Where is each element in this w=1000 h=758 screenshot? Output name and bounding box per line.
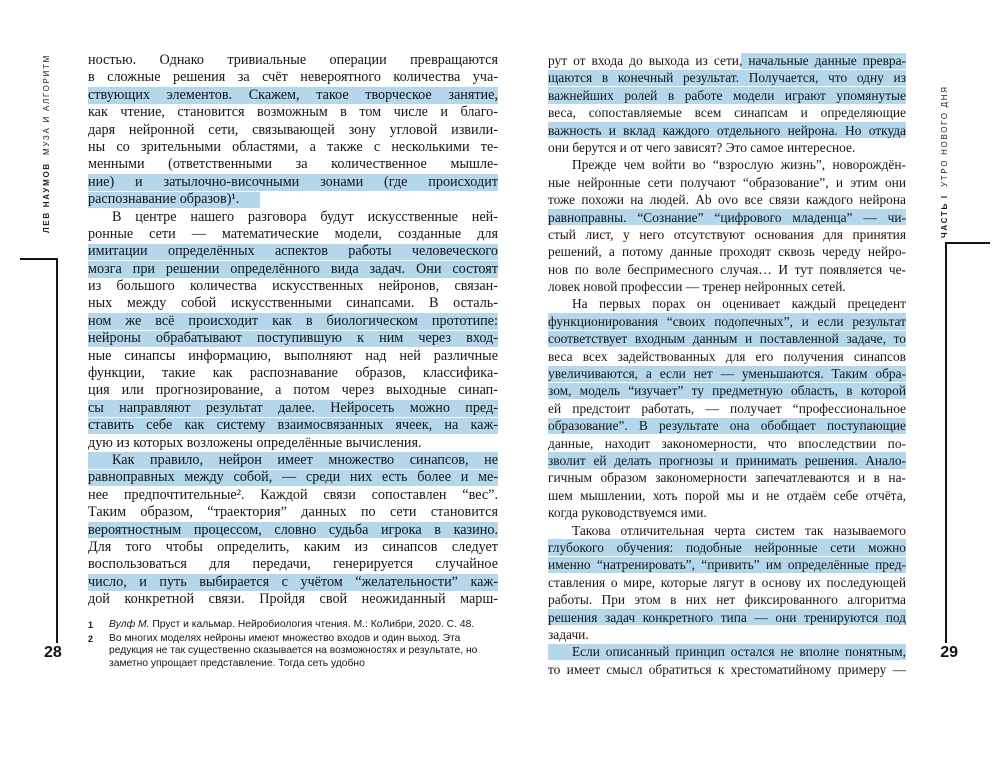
text-line-content: ронные сети — математические модели, созданные для xyxy=(88,225,498,242)
text-line-content: число, и путь выбирается с учётом “желательности” каж- xyxy=(88,573,498,590)
text-line-content: имитации определённых аспектов работы человеческого xyxy=(88,243,498,260)
text-line xyxy=(88,122,498,139)
text-line xyxy=(88,313,498,330)
text-line xyxy=(548,556,906,573)
text-line-content: ствующих элементов. Скажем, такое творческое занятие, xyxy=(88,86,498,103)
text-line xyxy=(548,382,906,399)
text-line-content: распознавание образов)¹. xyxy=(88,191,240,208)
footnotes-block xyxy=(88,619,500,671)
author-name: ЛЕВ НАУМОВ xyxy=(42,162,51,233)
text-line xyxy=(88,469,498,486)
text-line-content: данные, находит закономерности, что впоследствии по- xyxy=(548,435,906,451)
text-line xyxy=(548,400,906,417)
text-line xyxy=(548,452,906,469)
text-line-content: воспользоваться для передачи, генерируется случайное xyxy=(88,556,498,573)
chapter-title: УТРО НОВОГО ДНЯ xyxy=(940,85,949,188)
text-line-content: щаются в конечный результат. Получается, что одну из xyxy=(548,70,906,86)
text-line xyxy=(548,504,906,521)
text-line-content: даря нейронной сети, связывающей зону угловой извили- xyxy=(88,121,498,138)
text-line-content: тоже похожи на людей. Ab ovo все связи каждого нейрона xyxy=(548,192,906,208)
text-line xyxy=(88,87,498,104)
text-line xyxy=(88,295,498,312)
text-line xyxy=(88,452,498,469)
right-margin-caption xyxy=(940,55,956,238)
text-line-content: соответствует входным данным и поставленной задаче, то xyxy=(548,331,906,347)
text-line-content: ных между собой искусственными синапсами. В осталь- xyxy=(88,295,498,312)
text-line-content: важнейших ролей в работе модели играют упомянутые xyxy=(548,87,906,103)
footnote xyxy=(88,619,500,632)
text-line-content: функционирования “своих подопечных”, и если результат xyxy=(548,313,906,329)
text-line xyxy=(548,609,906,626)
text-line-content: ные синапсы информацию, выполняют над ней различные xyxy=(88,347,498,364)
text-line xyxy=(548,661,906,678)
text-line-content: из большого количества искусственных нейронов, связан- xyxy=(88,278,498,295)
text-line-content: в сложные решения за счёт невероятного количества уча- xyxy=(88,69,498,86)
text-line-content: гичным образом закономерности запечатлеваются и в на- xyxy=(548,470,906,486)
text-line xyxy=(88,487,498,504)
text-line-content: Для того чтобы определить, каким из синапсов следует xyxy=(88,538,498,555)
text-line xyxy=(548,487,906,504)
text-line xyxy=(88,330,498,347)
text-line xyxy=(88,522,498,539)
part-label: ЧАСТЬ I xyxy=(940,194,949,238)
text-line xyxy=(548,261,906,278)
text-line xyxy=(88,243,498,260)
text-line xyxy=(548,295,906,312)
text-line xyxy=(548,417,906,434)
footnote xyxy=(88,633,500,671)
text-line xyxy=(88,278,498,295)
text-line xyxy=(88,261,498,278)
text-line xyxy=(88,591,498,608)
text-line-content: шем мышлении, хоть порой мы и не отдаём себе отчёта, xyxy=(548,487,906,503)
text-line xyxy=(548,278,906,295)
text-line-content: увеличиваются, а если нет — уменьшаются. Таким обра- xyxy=(548,366,906,382)
footnote-text: Вулф М. Пруст и кальмар. Нейробиология чтения. М.: КоЛибри, 2020. С. 48. xyxy=(109,619,475,630)
text-line xyxy=(548,87,906,104)
text-line-content: ставить себе как систему взаимосвязанных ячеек, на каж- xyxy=(88,417,498,434)
page-number-right: 29 xyxy=(940,644,958,661)
left-corner-rule-vertical xyxy=(56,258,58,643)
right-page-text-column xyxy=(548,52,906,678)
text-line xyxy=(88,556,498,573)
text-line xyxy=(548,365,906,382)
text-line xyxy=(548,156,906,173)
text-line xyxy=(548,313,906,330)
text-line-content: веса, сопоставляемые всем синапсам и определяющие xyxy=(548,105,906,121)
text-line-content: именно “натренировать”, “привить” им определённые пред- xyxy=(548,557,906,573)
text-line-content: то имеет смысл обратиться к хрестоматийному примеру — xyxy=(548,661,906,677)
text-line xyxy=(548,139,906,156)
text-line-content: когда руководствуемся ими. xyxy=(548,505,707,521)
text-line-content: ном же всё происходит как в биологическом прототипе: xyxy=(88,312,498,329)
text-line xyxy=(548,348,906,365)
right-corner-rule-horizontal xyxy=(945,242,990,244)
text-line-content: мозга при решении определённого вида задач. Они состоят xyxy=(88,260,498,277)
text-line-content: зом, модель “изучает” ту предметную область, в которой xyxy=(548,383,906,399)
text-line xyxy=(548,243,906,260)
footnote-marker: 1 xyxy=(88,620,94,630)
footnote-text: Во многих моделях нейроны имеют множество входов и один выход. Эта редукция не так существенно сказывается на возможностях и результате, но заметно упрощает представление. Тогда сеть удобно xyxy=(109,632,478,669)
text-line xyxy=(548,539,906,556)
text-line-content: веса всех задействованных для его получения синапсов xyxy=(548,348,906,364)
book-title: МУЗА И АЛГОРИТМ xyxy=(42,54,51,156)
text-line xyxy=(88,191,498,208)
text-line-content: вероятностным процессом, словно судьба игрока в казино. xyxy=(88,521,498,538)
footnote-author: Вулф М. xyxy=(109,619,150,630)
text-line-content: сы направляют результат далее. Нейросеть можно пред- xyxy=(88,399,498,416)
text-line xyxy=(548,191,906,208)
text-line xyxy=(548,591,906,608)
text-line-content: равноправных между собой, — среди них есть более и ме- xyxy=(88,469,498,486)
text-line-content: ние) и затылочно-височными зонами (где происходит xyxy=(88,173,498,190)
text-line-content: нее предпочтительные². Каждой связи сопоставлен “вес”. xyxy=(88,486,498,503)
text-line-content: нов по воле беспримесного случая… И тут появляется че- xyxy=(548,261,906,277)
left-margin-caption xyxy=(42,54,58,233)
text-line-content: Прежде чем войти во “взрослую жизнь”, новорождён- xyxy=(572,157,906,173)
text-line xyxy=(88,174,498,191)
footnote-marker: 2 xyxy=(88,633,94,644)
text-line-content: работы. При этом в них нет фиксированного алгоритма xyxy=(548,592,906,608)
text-line xyxy=(548,226,906,243)
text-line xyxy=(548,522,906,539)
text-line-content: функции, такие как распознавание образов, классифика- xyxy=(88,365,498,382)
text-line xyxy=(88,226,498,243)
text-line xyxy=(88,382,498,399)
text-line-content: важность и вклад каждого отдельного нейрона. Но откуда xyxy=(548,122,906,138)
text-line xyxy=(88,417,498,434)
text-line-content: решения задач конкретного типа — они тренируются под xyxy=(548,609,906,625)
text-line-content: зволит ей делать прогнозы и принимать решения. Анало- xyxy=(548,452,906,468)
text-line xyxy=(548,330,906,347)
text-line xyxy=(88,348,498,365)
text-line-content: решений, а потому данные проходят сквозь череду нейро- xyxy=(548,244,906,260)
text-line xyxy=(88,209,498,226)
text-line xyxy=(548,626,906,643)
text-line xyxy=(88,435,498,452)
text-line xyxy=(88,365,498,382)
text-line-content: дую из которых возложены определённые вычисления. xyxy=(88,434,422,451)
text-line xyxy=(548,643,906,660)
text-line-content: задачи. xyxy=(548,626,589,642)
text-line-content: ей предстоит работать, — получает “профессиональное xyxy=(548,400,906,416)
text-line xyxy=(88,574,498,591)
text-line xyxy=(548,574,906,591)
text-line-content: ностью. Однако тривиальные операции превращаются xyxy=(88,52,498,68)
text-line-content: рут от входа до выхода из сети, начальные данные превра- xyxy=(548,53,906,68)
page-number-left: 28 xyxy=(44,644,62,661)
text-line-content: ция или прогнозирование, а потом через выходные синап- xyxy=(88,382,498,399)
text-line xyxy=(88,504,498,521)
text-line xyxy=(548,69,906,86)
text-line-content: менными (ответственными за количественное мышле- xyxy=(88,156,498,173)
left-page-text-column xyxy=(88,52,498,609)
text-line-content: Как правило, нейрон имеет множество синапсов, не xyxy=(112,451,498,468)
text-line-content: дой конкретной связи. Пройдя свой неожиданный марш- xyxy=(88,591,498,608)
text-line-content: В центре нашего разговора будут искусственные ней- xyxy=(112,208,498,225)
text-line xyxy=(548,469,906,486)
text-line-content: нейроны обрабатывают поступившую к ним через вход- xyxy=(88,330,498,347)
text-line-content: Таким образом, “траектория” данных по сети становится xyxy=(88,504,498,521)
text-line-content: глубокого обучения: подобные нейронные сети можно xyxy=(548,539,906,555)
text-line-content: образование”. В результате она обобщает поступающие xyxy=(548,418,906,434)
text-line-content: как чтение, становится возможным в том числе и благо- xyxy=(88,104,498,121)
text-line xyxy=(88,69,498,86)
text-line xyxy=(548,435,906,452)
text-line xyxy=(548,104,906,121)
text-line xyxy=(548,174,906,191)
text-line xyxy=(88,104,498,121)
left-corner-rule-horizontal xyxy=(20,258,57,260)
text-line xyxy=(88,539,498,556)
text-line-content: ны со зрительными областями, а также с несколькими те- xyxy=(88,138,498,155)
text-line xyxy=(88,139,498,156)
text-line-content: Если описанный принцип остался не вполне понятным, xyxy=(572,644,906,660)
text-line-content: Такова отличительная черта систем так называемого xyxy=(572,522,906,538)
text-line-content: ловек новой профессии — тренер нейронных сетей. xyxy=(548,279,846,295)
text-line xyxy=(548,209,906,226)
text-line xyxy=(88,156,498,173)
right-corner-rule-vertical xyxy=(945,242,947,643)
text-line-content: ные нейронные сети получают “образование”, и этим они xyxy=(548,174,906,190)
text-line-content: они берутся и от чего зависят? Это самое интересное. xyxy=(548,139,856,155)
text-line xyxy=(548,122,906,139)
text-line xyxy=(548,52,906,69)
text-line-content: На первых порах он оценивает каждый прецедент xyxy=(572,296,906,312)
text-line xyxy=(88,52,498,69)
text-line-content: ставления о мире, которые лягут в основу их последующей xyxy=(548,574,906,590)
text-line-content: равноправны. “Сознание” “цифрового младенца” — чи- xyxy=(548,209,906,225)
text-line xyxy=(88,400,498,417)
text-line-content: стый лист, у него отсутствуют основания для принятия xyxy=(548,226,906,242)
